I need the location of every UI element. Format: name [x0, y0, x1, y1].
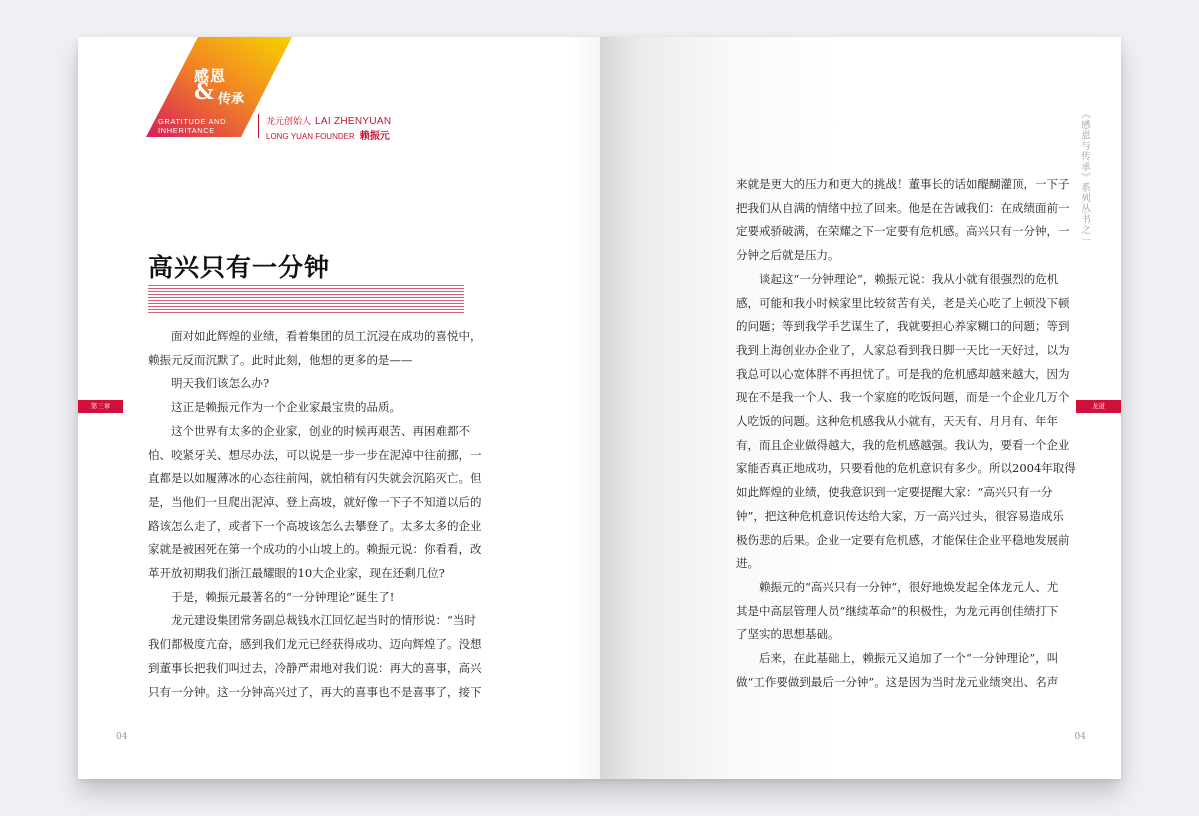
logo-text-inheritance: 传承: [218, 92, 245, 107]
text-line: 后来，在此基础上，赖振元又追加了一个“一分钟理论”，叫: [736, 651, 1059, 666]
text-line: 谈起这“一分钟理论”，赖振元说：我从小就有很强烈的危机: [736, 271, 1059, 286]
text-line: 赖振元的“高兴只有一分钟”，很好地焕发起全体龙元人、尤: [736, 579, 1059, 594]
text-line: 把我们从自满的情绪中拉了回来。他是在告诫我们：在成绩面前一: [736, 200, 1070, 215]
left-page: [78, 37, 600, 779]
text-line: 如此辉煌的业绩，使我意识到一定要提醒大家：“高兴只有一分: [736, 485, 1053, 500]
text-line: 家就是被困死在第一个成功的小山坡上的。赖振元说：你看看，改: [148, 542, 482, 557]
text-line: 这个世界有太多的企业家，创业的时候再艰苦、再困难都不: [148, 423, 470, 438]
founder-name-cn: 赖振元: [359, 131, 390, 142]
series-label: 《感恩与传承》系列丛书之一: [1079, 109, 1090, 246]
text-line: 明天我们该怎么办?: [148, 376, 270, 391]
title-decorative-stripes: [148, 285, 464, 313]
text-line: 家能否真正地成功，只要看他的危机意识有多少。所以2004年取得: [736, 461, 1076, 476]
text-line: 只有一分钟。这一分钟高兴过了，再大的喜事也不是喜事了，接下: [148, 684, 482, 699]
founder-name-en: LAI ZHENYUAN: [315, 116, 392, 127]
text-line: 直都是以如履薄冰的心态往前闯，就怕稍有闪失就会沉陷灭亡。但: [148, 471, 482, 486]
page-number-right: 04: [1074, 732, 1086, 742]
right-page: [600, 37, 1121, 779]
text-line: 了坚实的思想基础。: [736, 627, 840, 642]
founder-divider: [258, 114, 259, 138]
text-line: 于是，赖振元最著名的“一分钟理论”诞生了!: [148, 589, 395, 604]
text-line: 感，可能和我小时候家里比较贫苦有关，老是关心吃了上顿没下顿: [736, 295, 1070, 310]
text-line: 做“工作要做到最后一分钟”。这是因为当时龙元业绩突出、名声: [736, 674, 1059, 689]
book-spread: [78, 37, 1121, 779]
text-line: 来就是更大的压力和更大的挑战！董事长的话如醍醐灌顶，一下子: [736, 177, 1070, 191]
left-body-text: [148, 325, 482, 704]
text-line: 到董事长把我们叫过去，冷静严肃地对我们说：再大的喜事，高兴: [148, 660, 482, 675]
text-line: 有，而且企业做得越大，我的危机感越强。我认为，要看一个企业: [736, 437, 1070, 452]
text-line: 面对如此辉煌的业绩，看着集团的员工沉浸在成功的喜悦中，: [148, 329, 482, 343]
chapter-title: 高兴只有一分钟: [148, 253, 331, 282]
text-line: 这正是赖振元作为一个企业家最宝贵的品质。: [148, 400, 401, 415]
text-line: 钟”，把这种危机意识传达给大家，万一高兴过头，很容易造成乐: [736, 508, 1064, 523]
text-line: 我们都极度亢奋，感到我们龙元已经获得成功、迈向辉煌了。没想: [148, 637, 482, 652]
founder-name-line: [266, 127, 390, 142]
text-line: 极伤悲的后果。企业一定要有危机感，才能保住企业平稳地发展前: [736, 532, 1070, 547]
text-line: 我到上海创业办企业了，人家总看到我日脚一天比一天好过，以为: [736, 342, 1070, 357]
logo-english-line2: INHERITANCE: [158, 126, 215, 135]
text-line: 其是中高层管理人员“继续革命”的积极性，为龙元再创佳绩打下: [736, 603, 1059, 618]
founder-title-cn: 龙元创始人: [266, 116, 312, 126]
page-number-left: 04: [116, 732, 128, 742]
text-line: 现在不是我一个人、我一个家庭的吃饭问题，而是一个企业几万个: [736, 390, 1070, 405]
text-line: 人吃饭的问题。这种危机感我从小就有，天天有、月月有、年年: [736, 414, 1058, 429]
text-line: 分钟之后就是压力。: [736, 248, 840, 263]
chapter-tab-right: 龙道: [1076, 400, 1121, 413]
text-line: 进。: [736, 556, 759, 571]
text-line: 是，当他们一旦爬出泥淖、登上高坡，就好像一下子不知道以后的: [148, 494, 482, 509]
founder-title-en: LONG YUAN FOUNDER: [266, 132, 355, 141]
right-body-text: [736, 173, 1076, 694]
text-line: 定要戒骄破满，在荣耀之下一定要有危机感。高兴只有一分钟，一: [736, 224, 1070, 239]
text-line: 赖振元反而沉默了。此时此刻，他想的更多的是——: [148, 352, 413, 367]
gutter-shadow: [570, 37, 600, 779]
text-line: 龙元建设集团常务副总裁钱水江回忆起当时的情形说：“当时: [148, 613, 476, 628]
text-line: 我总可以心宽体胖不再担忧了。可是我的危机感却越来越大，因为: [736, 366, 1070, 381]
text-line: 怕、咬紧牙关、想尽办法，可以说是一步一步在泥淖中往前挪，一: [148, 447, 482, 462]
chapter-tab-left: 第三章: [78, 400, 123, 413]
logo-text-gratitude: 感恩: [194, 67, 227, 85]
text-line: 革开放初期我们浙江最耀眼的10大企业家，现在还剩几位?: [148, 566, 445, 581]
text-line: 路该怎么走了，或者下一个高坡该怎么去攀登了。太多太多的企业: [148, 518, 482, 533]
logo-english-line1: GRATITUDE AND: [158, 117, 227, 126]
founder-title-line: [266, 114, 391, 127]
text-line: 的问题；等到我学手艺谋生了，我就要担心养家糊口的问题；等到: [736, 319, 1070, 334]
logo-ampersand: &: [194, 79, 214, 105]
